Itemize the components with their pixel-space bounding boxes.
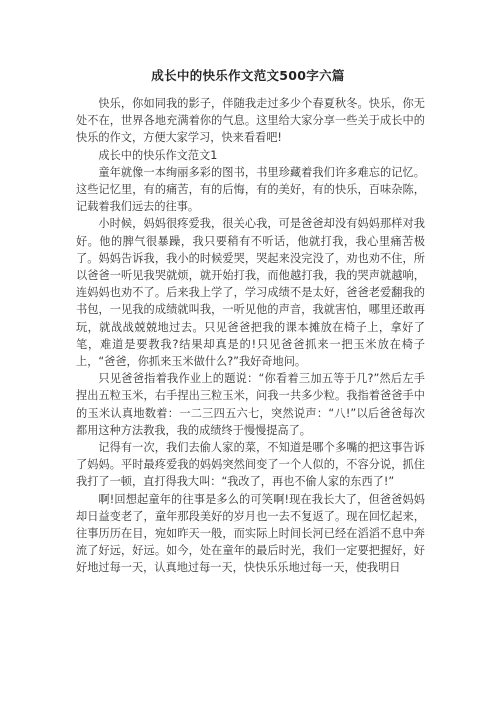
- body-paragraph-5: 啊!回想起童年的往事是多么的可笑啊!现在我长大了，但爸爸妈妈却日益变老了，童年那段美好的岁月也一去不复返了。现在回忆起来，往事历历在目，宛如昨天一般，而实际上时间长河已经在滔滔不息中奔流了好远，好远。如今，处在童年的最后时光，我们一定要把握好，好好地过每一天，认真地过每一天，快快乐乐地过每一天，使我明日: [76, 492, 425, 575]
- section-heading: 成长中的快乐作文范文1: [98, 148, 218, 162]
- document-title: 成长中的快乐作文范文500字六篇: [151, 68, 345, 83]
- body-paragraph-1: 童年就像一本绚丽多彩的图书，书里珍藏着我们许多难忘的记忆。这些记忆里，有的痛苦，有的后悔，有的美好，有的快乐，百味杂陈，记载着我们远去的往事。: [76, 165, 425, 214]
- intro-paragraph: 快乐，你如同我的影子，伴随我走过多少个春夏秋冬。快乐，你无处不在，世界各地充满着你的气息。这里给大家分享一些关于成长中的快乐的作文，方便大家学习，快来看看吧!: [76, 97, 425, 145]
- body-paragraph-4: 记得有一次，我们去偷人家的菜，不知道是哪个多嘴的把这事告诉了妈妈。平时最疼爱我的妈妈突然间变了一个人似的，不容分说，抓住我打了一顿，直打得我大叫：“我改了，再也不偷人家的东西了!”: [76, 441, 425, 489]
- document-body: [76, 95, 425, 577]
- body-paragraph-2: 小时候，妈妈很疼爱我，很关心我，可是爸爸却没有妈妈那样对我好。他的脾气很暴躁，我只要稍有不听话，他就打我，我心里痛苦极了。妈妈告诉我，我小的时候爱哭，哭起来没完没了，劝也劝不住，所以爸爸一听见我哭就烦，就开始打我，而他越打我，我的哭声就越响，连妈妈也劝不了。后来我上学了，学习成绩不是太好，爸爸老爱翻我的书包，一见我的成绩就叫我，一听见他的声音，我就害怕，哪里还敢再玩，就战战兢兢地过去。只见爸爸把我的课本摊放在椅子上，拿好了笔，难道是要教我?结果却真是的!只见爸爸抓来一把玉米放在椅子上，“爸爸，你抓来玉米做什么?”我好奇地问。: [76, 217, 425, 369]
- body-paragraph-3: 只见爸爸指着我作业上的题说：“你看着三加五等于几?”然后左手捏出五粒玉米，右手捏出三粒玉米，问我一共多少粒。我指着爸爸手中的玉米认真地数着：一二三四五六七，突然说声：“八!”以后爸爸每次都用这种方法教我，我的成绩终于慢慢提高了。: [76, 372, 425, 437]
